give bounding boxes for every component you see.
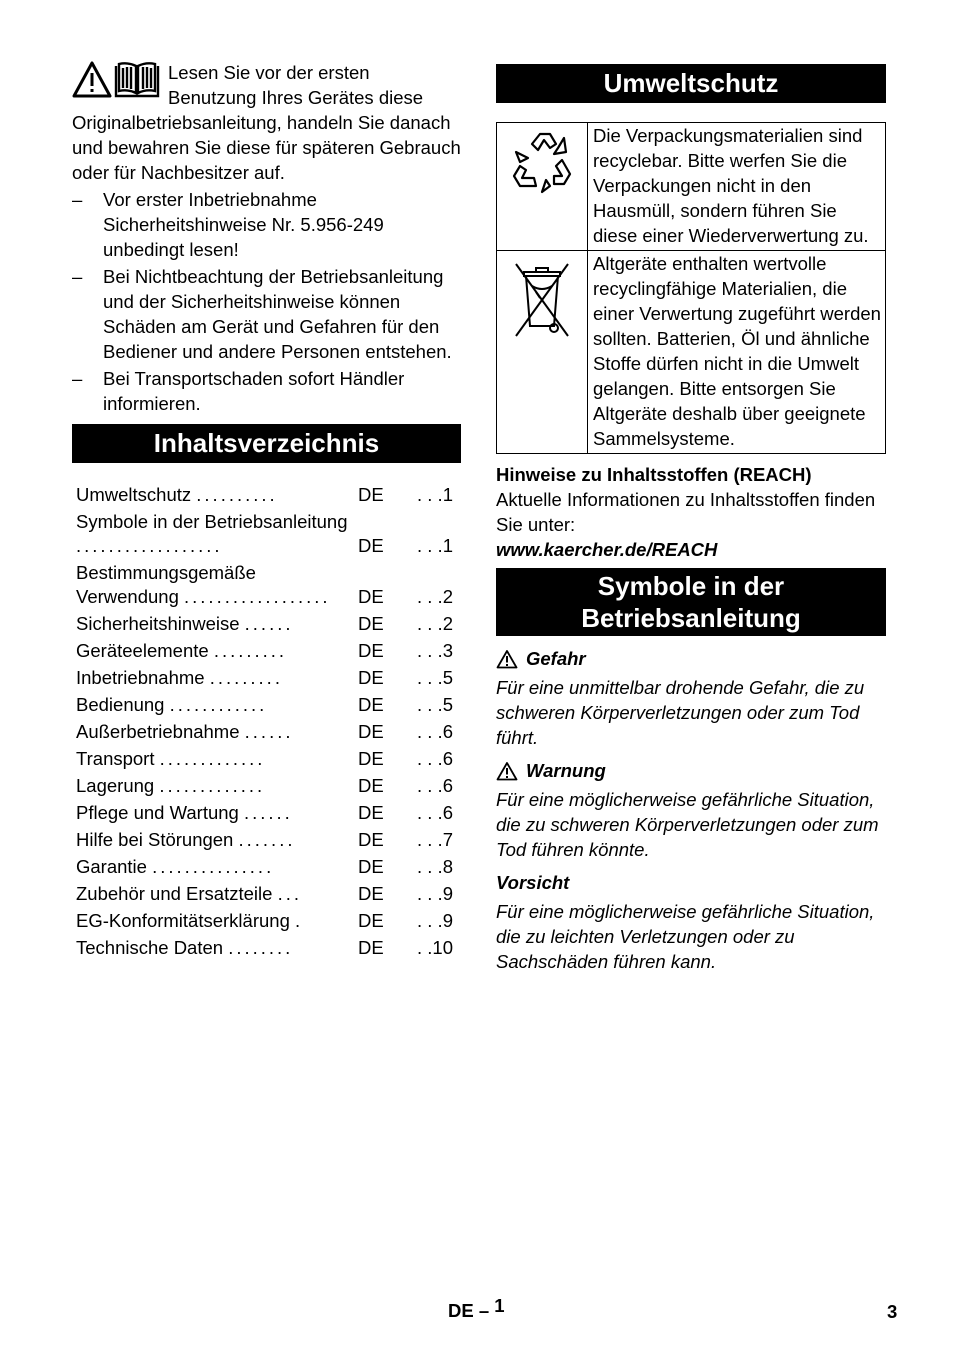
toc-entry-page: . . .5 bbox=[417, 694, 453, 715]
list-item: – Vor erster Inbetriebnahme Sicherheitshinweise Nr. 5.956-249 unbedingt lesen! bbox=[72, 187, 461, 262]
toc-entry-lang: DE bbox=[358, 484, 384, 505]
toc-title-text: Umweltschutz bbox=[76, 484, 192, 505]
toc-entry-lang: DE bbox=[358, 613, 384, 634]
toc-title-text: Symbole in der Betriebsanleitung bbox=[76, 511, 348, 532]
toc-title-text: Pflege und Wartung bbox=[76, 802, 239, 823]
recycle-icon-cell bbox=[497, 123, 588, 251]
warning-triangle-icon bbox=[496, 761, 518, 781]
toc-leader: ...... bbox=[244, 721, 294, 742]
toc-row[interactable] bbox=[72, 693, 461, 720]
intro-text: Lesen Sie vor der ersten Benutzung Ihres Gerätes diese Originalbetriebsanleitung, handeln Sie danach und bewahren Sie diese für späteren Gebrauch oder für Nachbesitzer auf. bbox=[72, 62, 461, 183]
toc-entry-lang: DE bbox=[358, 667, 384, 688]
reach-text: Aktuelle Informationen zu Inhaltsstoffen finden Sie unter: bbox=[496, 489, 876, 535]
page-number: 3 bbox=[887, 1301, 898, 1322]
toc-title-text: Garantie bbox=[76, 856, 147, 877]
toc-leader: .................. bbox=[76, 535, 223, 556]
toc-row[interactable] bbox=[72, 747, 461, 774]
danger-label-text: Gefahr bbox=[526, 648, 586, 669]
toc-entry-page: . .10 bbox=[417, 937, 453, 958]
toc-entry-page: . . .9 bbox=[417, 910, 453, 931]
toc-leader: ......... bbox=[213, 640, 288, 661]
toc-title-text: Bestimmungsgemäße Verwendung bbox=[76, 562, 256, 607]
toc-entry-lang: DE bbox=[358, 775, 384, 796]
toc-entry-title bbox=[72, 801, 358, 828]
intro-icons bbox=[72, 60, 164, 106]
toc-entry-title bbox=[72, 774, 358, 801]
list-item: – Bei Transportschaden sofort Händler informieren. bbox=[72, 366, 461, 416]
toc-title-text: Lagerung bbox=[76, 775, 155, 796]
toc-entry-page: . . .2 bbox=[417, 613, 453, 634]
recycle-icon bbox=[502, 124, 582, 214]
reach-link[interactable]: www.kaercher.de/REACH bbox=[496, 539, 718, 560]
toc-entry-page: . . .1 bbox=[417, 535, 453, 556]
toc-leader: . bbox=[295, 910, 304, 931]
toc-row[interactable] bbox=[72, 561, 461, 612]
crossed-bin-text: Altgeräte enthalten wertvolle recyclingfähige Materialien, die einer Verwertung zugeführt werden sollten. Batterien, Öl und ähnliche Stoffe dürfen nicht in die Umwelt gelangen. Bitte entsorgen Sie Altgeräte deshalb über geeignete Sammelsysteme. bbox=[588, 251, 886, 454]
toc-entry-lang: DE bbox=[358, 721, 384, 742]
toc-row[interactable] bbox=[72, 909, 461, 936]
list-item: – Bei Nichtbeachtung der Betriebsanleitung und der Sicherheitshinweise können Schäden am Gerät und Gefahren für den Bediener und andere Personen entstehen. bbox=[72, 264, 461, 364]
toc-entry-page: . . .3 bbox=[417, 640, 453, 661]
toc-entry-title bbox=[72, 483, 358, 510]
toc-entry-lang: DE bbox=[358, 937, 384, 958]
toc-row[interactable] bbox=[72, 936, 461, 963]
toc-entry-title bbox=[72, 747, 358, 774]
toc-leader: ....... bbox=[238, 829, 296, 850]
toc-leader: ............ bbox=[169, 694, 268, 715]
toc-leader: ............. bbox=[159, 748, 266, 769]
toc-title-text: Transport bbox=[76, 748, 155, 769]
toc-title-text: Bedienung bbox=[76, 694, 165, 715]
intro-paragraph bbox=[72, 60, 461, 185]
footer-dash: – bbox=[478, 1300, 490, 1321]
toc-row[interactable] bbox=[72, 510, 461, 561]
toc-entry-page: . . .2 bbox=[417, 586, 453, 607]
toc-title-text: Sicherheitshinweise bbox=[76, 613, 240, 634]
toc-entry-title bbox=[72, 828, 358, 855]
manual-book-icon bbox=[116, 63, 158, 96]
toc-row[interactable] bbox=[72, 612, 461, 639]
caution-label-text: Vorsicht bbox=[496, 872, 570, 893]
toc-leader: ............. bbox=[159, 775, 266, 796]
toc-title-text: EG-Konformitätserklärung bbox=[76, 910, 290, 931]
table-row bbox=[497, 123, 886, 251]
toc-row[interactable] bbox=[72, 855, 461, 882]
warning-triangle-icon bbox=[496, 649, 518, 669]
toc-entry-title bbox=[72, 693, 358, 720]
toc-entry-lang: DE bbox=[358, 802, 384, 823]
toc-entry-page: . . .1 bbox=[417, 484, 453, 505]
toc-row[interactable] bbox=[72, 774, 461, 801]
toc-row[interactable] bbox=[72, 666, 461, 693]
toc-heading: Inhaltsverzeichnis bbox=[72, 424, 461, 463]
toc-entry-page: . . .6 bbox=[417, 721, 453, 742]
toc-entry-title bbox=[72, 720, 358, 747]
toc-entry-page: . . .9 bbox=[417, 883, 453, 904]
toc-entry-title bbox=[72, 909, 358, 936]
toc-entry-title bbox=[72, 936, 358, 963]
environment-table bbox=[496, 122, 886, 454]
toc-entry-title bbox=[72, 561, 358, 612]
recycle-text: Die Verpackungsmaterialien sind recyclebar. Bitte werfen Sie die Verpackungen nicht in den Hausmüll, sondern führen Sie diese einer Wiederverwertung zu. bbox=[588, 123, 886, 251]
toc-entry-title bbox=[72, 882, 358, 909]
toc-entry-page: . . .7 bbox=[417, 829, 453, 850]
warning-label-text: Warnung bbox=[526, 760, 606, 781]
symbols-heading bbox=[496, 568, 886, 636]
toc-row[interactable] bbox=[72, 639, 461, 666]
danger-label bbox=[496, 646, 886, 671]
warning-and-manual-icons bbox=[72, 60, 162, 100]
toc-leader: ............... bbox=[152, 856, 275, 877]
toc-entry-lang: DE bbox=[358, 748, 384, 769]
toc-row[interactable] bbox=[72, 828, 461, 855]
toc-entry-lang: DE bbox=[358, 535, 384, 556]
left-column bbox=[72, 60, 461, 963]
crossed-bin-icon bbox=[502, 252, 582, 342]
toc-entry-page: . . .8 bbox=[417, 856, 453, 877]
warning-label bbox=[496, 758, 886, 783]
toc-entry-lang: DE bbox=[358, 910, 384, 931]
toc-title-text: Technische Daten bbox=[76, 937, 224, 958]
caution-description: Für eine möglicherweise gefährliche Situation, die zu leichten Verletzungen oder zu Sachschäden führen kann. bbox=[496, 901, 875, 972]
toc-leader: ........ bbox=[228, 937, 294, 958]
toc-entry-page: . . .6 bbox=[417, 775, 453, 796]
toc-title-text: Hilfe bei Störungen bbox=[76, 829, 234, 850]
toc-row[interactable] bbox=[72, 882, 461, 909]
footer-lang: DE bbox=[448, 1300, 474, 1321]
table-row bbox=[497, 251, 886, 454]
right-column bbox=[496, 64, 886, 974]
toc-entry-lang: DE bbox=[358, 640, 384, 661]
toc-entry-lang: DE bbox=[358, 856, 384, 877]
footer-section-page: 1 bbox=[494, 1295, 505, 1316]
toc-leader: ... bbox=[277, 883, 302, 904]
toc-entry-lang: DE bbox=[358, 883, 384, 904]
crossed-bin-icon-cell bbox=[497, 251, 588, 454]
symbols-heading-line1: Symbole in der bbox=[597, 571, 785, 601]
environment-heading: Umweltschutz bbox=[496, 64, 886, 103]
toc-row[interactable] bbox=[72, 720, 461, 747]
toc-entry-title bbox=[72, 612, 358, 639]
intro-bullet-list bbox=[72, 187, 461, 416]
caution-label bbox=[496, 870, 886, 895]
symbols-heading-line2: Betriebsanleitung bbox=[581, 603, 801, 633]
warning-description: Für eine möglicherweise gefährliche Situation, die zu schweren Körperverletzungen oder zum Tod führen könnte. bbox=[496, 789, 879, 860]
toc-entry-title bbox=[72, 855, 358, 882]
footer-section-label bbox=[448, 1295, 505, 1323]
toc-entry-page: . . .5 bbox=[417, 667, 453, 688]
toc-entry-lang: DE bbox=[358, 586, 384, 607]
toc-row[interactable] bbox=[72, 801, 461, 828]
toc-entry-title bbox=[72, 639, 358, 666]
toc-row[interactable] bbox=[72, 483, 461, 510]
toc-entry-page: . . .6 bbox=[417, 802, 453, 823]
toc-title-text: Geräteelemente bbox=[76, 640, 209, 661]
toc-leader: ...... bbox=[243, 802, 293, 823]
reach-heading: Hinweise zu Inhaltsstoffen (REACH) bbox=[496, 464, 812, 485]
toc-title-text: Inbetriebnahme bbox=[76, 667, 205, 688]
toc-entry-lang: DE bbox=[358, 694, 384, 715]
toc-entry-page: . . .6 bbox=[417, 748, 453, 769]
toc-leader: .......... bbox=[196, 484, 278, 505]
toc-leader: ......... bbox=[209, 667, 283, 688]
danger-description: Für eine unmittelbar drohende Gefahr, die zu schweren Körperverletzungen oder zum Tod führt. bbox=[496, 677, 865, 748]
toc-leader: .................. bbox=[184, 586, 331, 607]
toc-title-text: Zubehör und Ersatzteile bbox=[76, 883, 273, 904]
toc-leader: ...... bbox=[244, 613, 294, 634]
toc-entry-lang: DE bbox=[358, 829, 384, 850]
table-of-contents bbox=[72, 483, 461, 963]
toc-entry-title bbox=[72, 510, 358, 561]
toc-entry-title bbox=[72, 666, 358, 693]
warning-triangle-icon bbox=[74, 63, 110, 96]
toc-title-text: Außerbetriebnahme bbox=[76, 721, 240, 742]
